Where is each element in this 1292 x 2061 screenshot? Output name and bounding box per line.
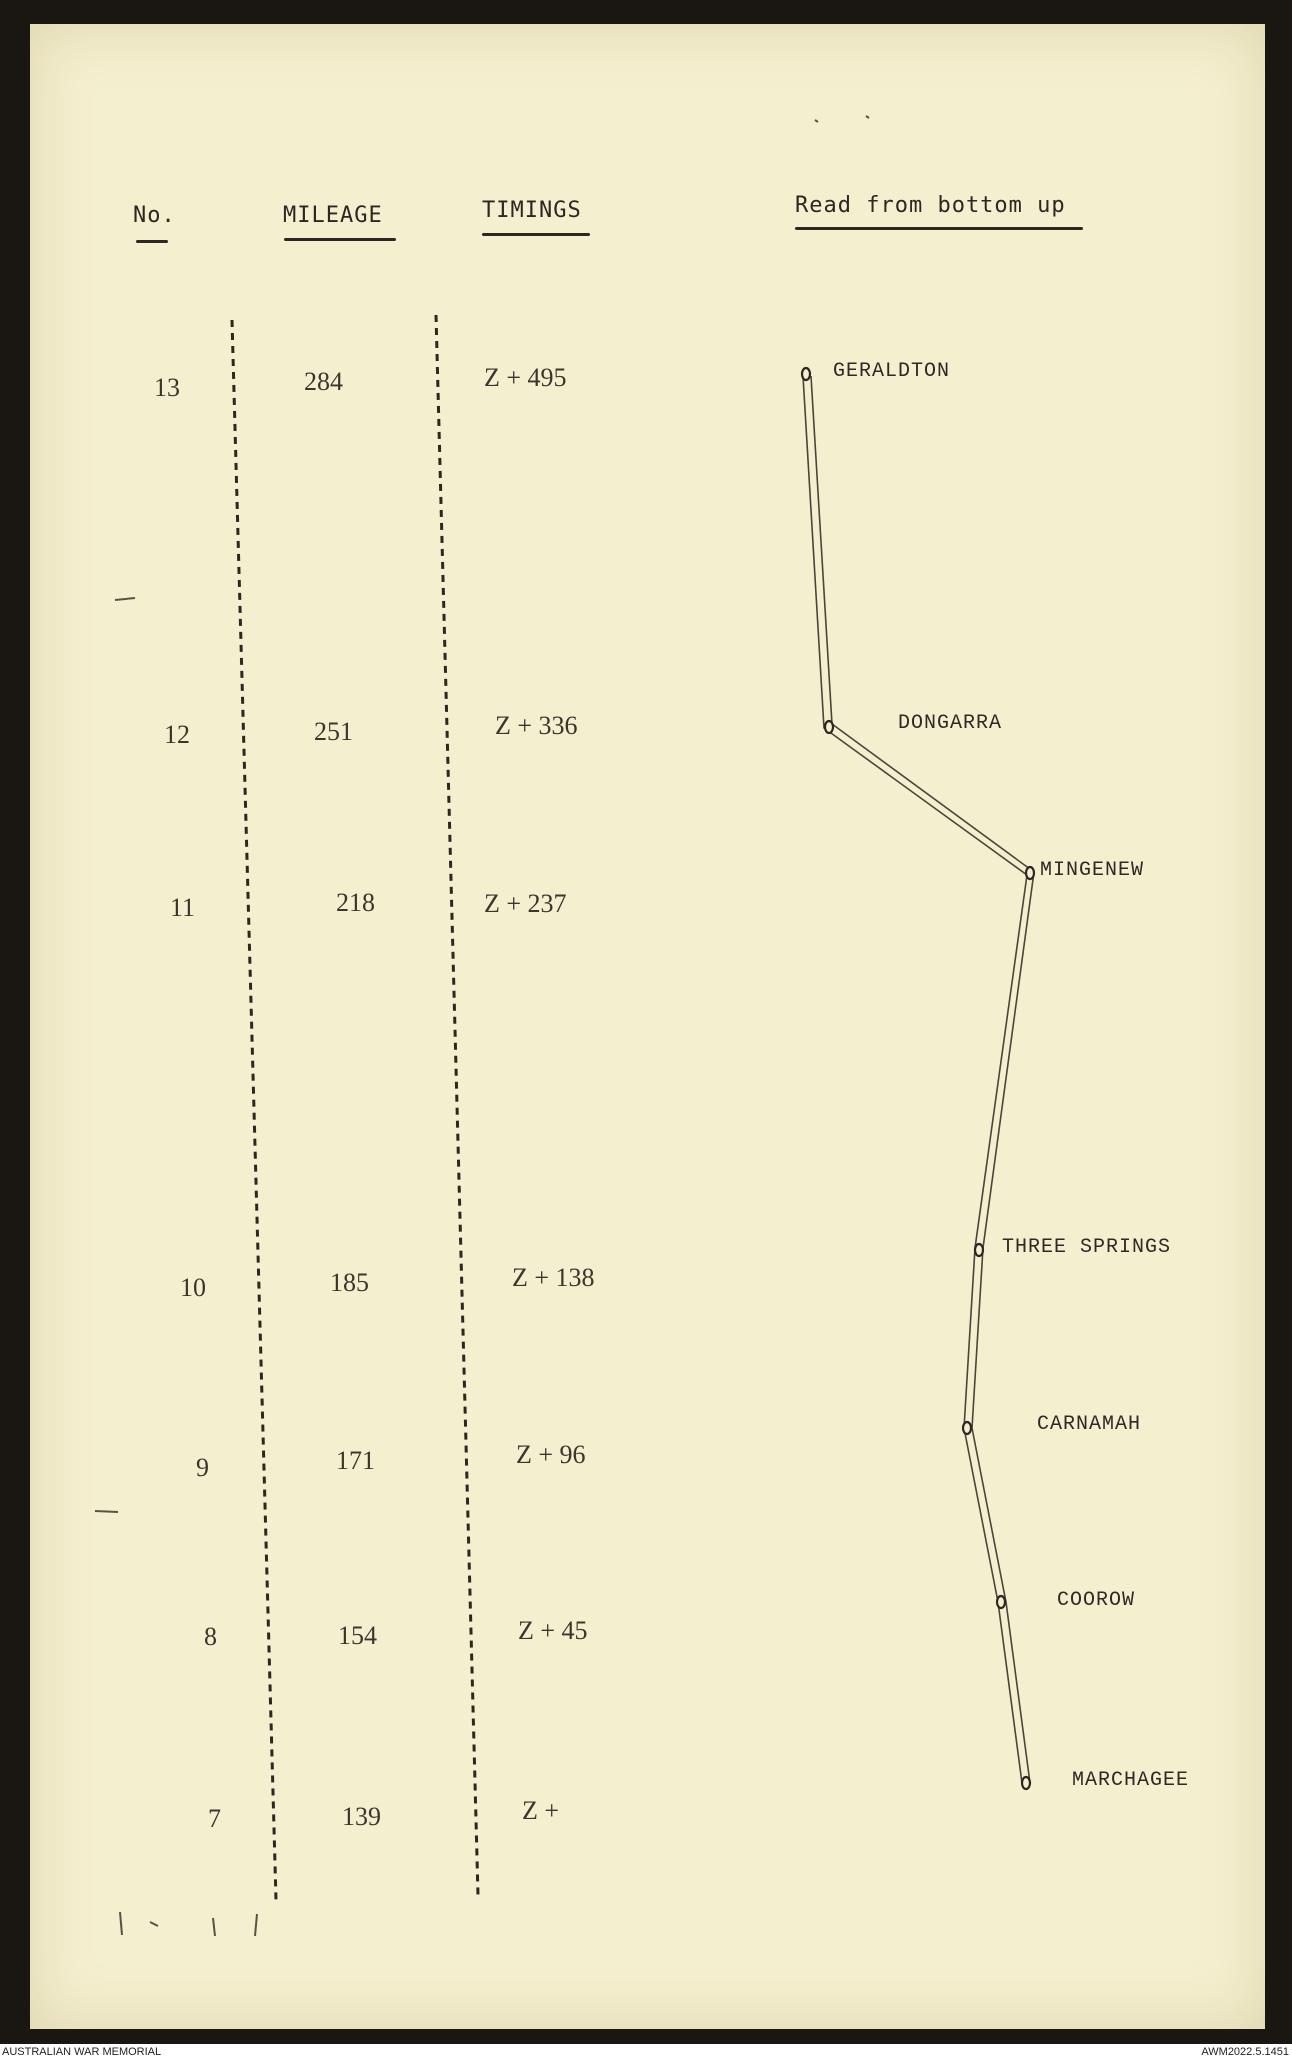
- header-timings: TIMINGS: [482, 198, 582, 223]
- row-10-timing: Z + 138: [512, 1263, 595, 1292]
- station-label-dongarra: DONGARRA: [898, 712, 1003, 735]
- row-13-no: 13: [154, 373, 180, 402]
- header-no: No.: [133, 203, 176, 228]
- archive-footer: [0, 2044, 1292, 2061]
- header-mileage: MILEAGE: [283, 203, 383, 228]
- station-label-mingenew: MINGENEW: [1040, 859, 1145, 882]
- row-9-mileage: 171: [336, 1446, 375, 1475]
- footer-accession-number: AWM2022.5.1451: [1201, 2046, 1289, 2058]
- row-12-mileage: 251: [314, 717, 353, 746]
- header-read-note: Read from bottom up: [795, 193, 1066, 218]
- row-13-timing: Z + 495: [484, 363, 567, 392]
- station-label-geraldton: GERALDTON: [833, 360, 951, 383]
- footer-source: AUSTRALIAN WAR MEMORIAL: [2, 2046, 162, 2058]
- station-marker-carnamah: [963, 1422, 971, 1434]
- row-8-no: 8: [204, 1622, 217, 1651]
- row-11-timing: Z + 237: [484, 889, 567, 918]
- row-12-no: 12: [164, 720, 190, 749]
- column-divider-left: [232, 320, 276, 1900]
- station-label-three-springs: THREE SPRINGS: [1002, 1236, 1172, 1259]
- station-marker-marchagee: [1022, 1777, 1030, 1789]
- row-7-mileage: 139: [342, 1802, 381, 1831]
- station-label-carnamah: CARNAMAH: [1037, 1413, 1142, 1436]
- row-10-no: 10: [180, 1273, 206, 1302]
- row-8-mileage: 154: [338, 1621, 377, 1650]
- station-marker-mingenew: [1026, 867, 1034, 879]
- row-12-timing: Z + 336: [495, 711, 578, 740]
- station-marker-three-springs: [975, 1244, 983, 1256]
- row-7-no: 7: [208, 1804, 221, 1833]
- station-marker-coorow: [997, 1596, 1005, 1608]
- row-10-mileage: 185: [330, 1268, 369, 1297]
- row-13-mileage: 284: [304, 367, 343, 396]
- row-9-timing: Z + 96: [516, 1440, 586, 1469]
- row-8-timing: Z + 45: [518, 1616, 588, 1645]
- station-marker-dongarra: [825, 721, 833, 733]
- column-divider-right: [436, 315, 478, 1895]
- row-11-mileage: 218: [336, 888, 375, 917]
- row-9-no: 9: [196, 1453, 209, 1482]
- station-label-coorow: COOROW: [1057, 1589, 1136, 1612]
- row-11-no: 11: [170, 893, 196, 922]
- station-marker-geraldton: [802, 368, 810, 380]
- stray-marks: [95, 116, 869, 1936]
- station-label-marchagee: MARCHAGEE: [1072, 1769, 1190, 1792]
- route-line: [803, 376, 1034, 1783]
- row-7-timing: Z +: [522, 1796, 560, 1825]
